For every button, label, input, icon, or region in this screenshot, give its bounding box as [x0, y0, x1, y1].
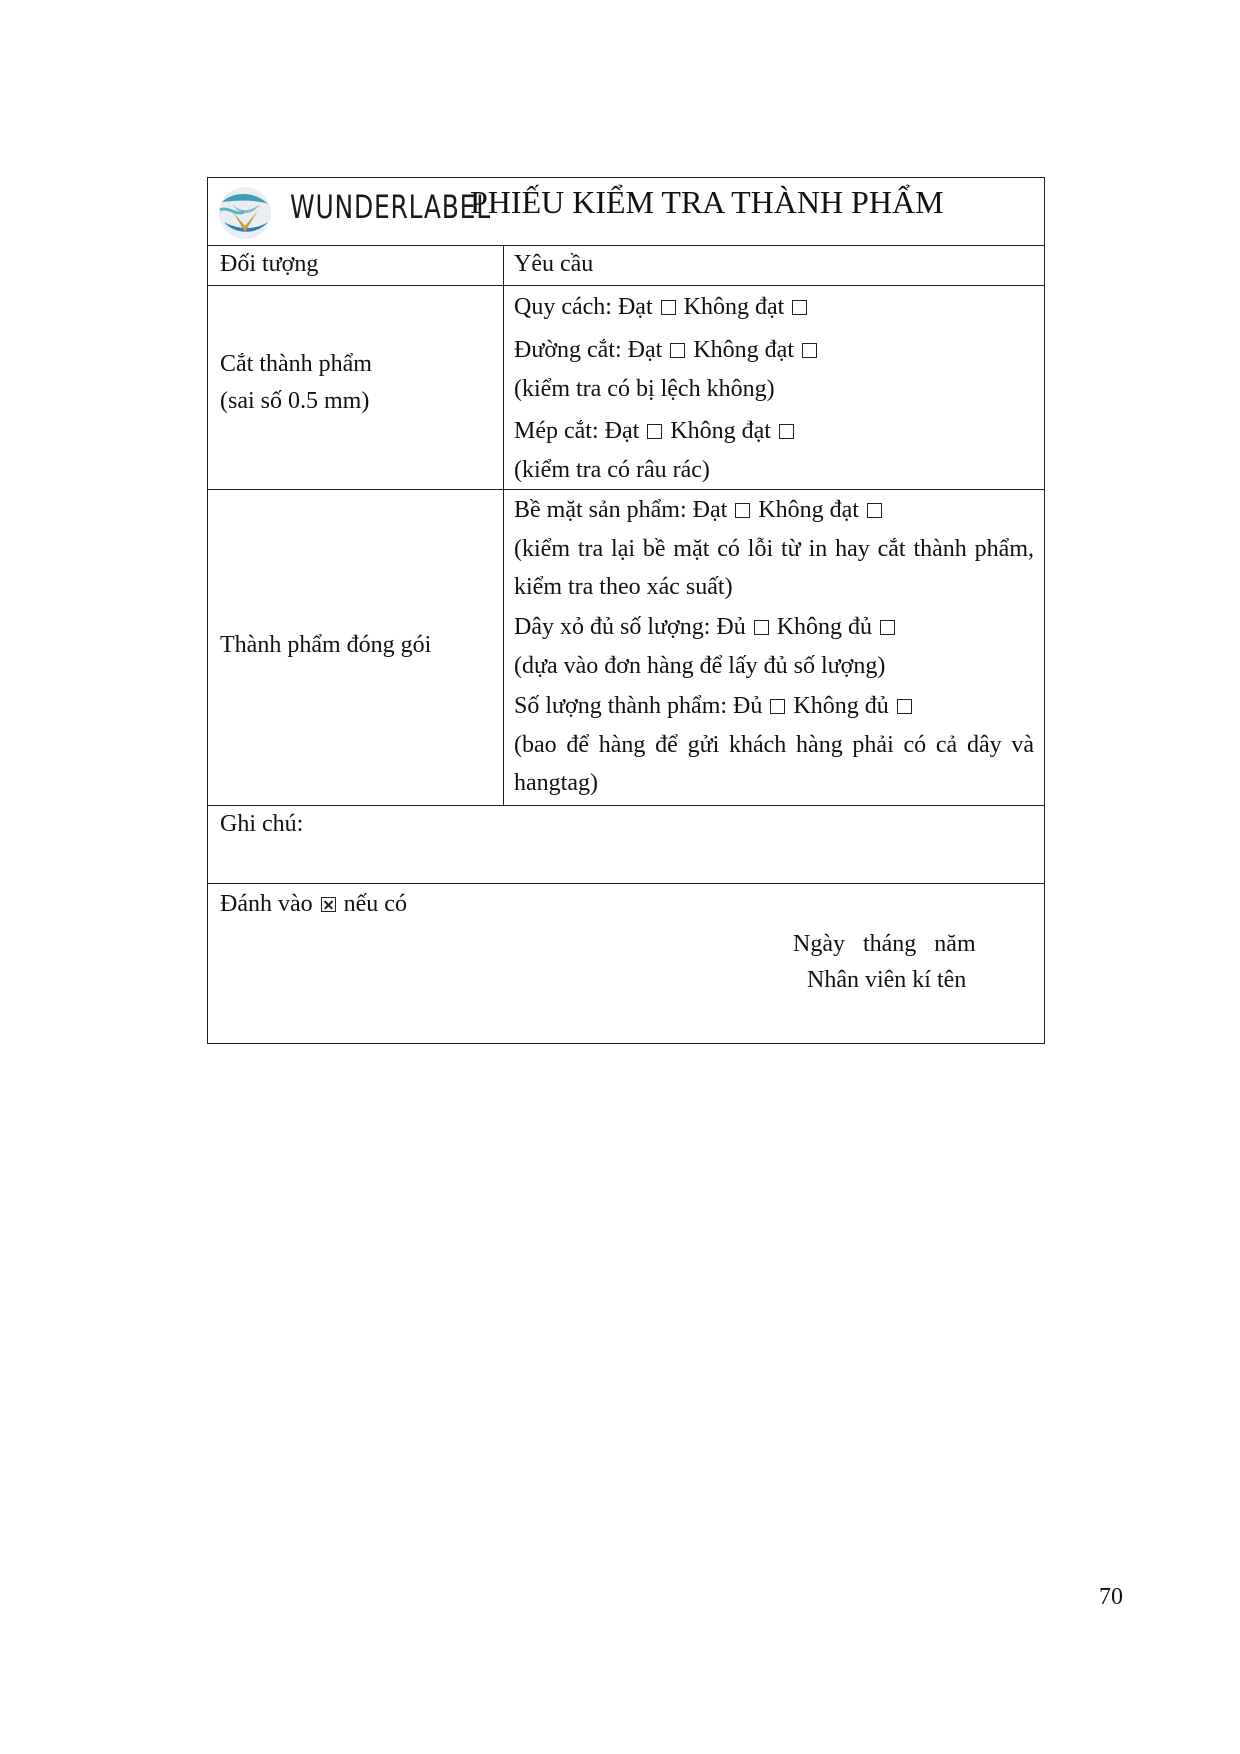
logo-wordmark: WUNDERLABEL: [290, 188, 491, 226]
checkbox-sufficient[interactable]: [754, 620, 769, 635]
column-header-row: [208, 246, 1044, 286]
object-tolerance: (sai số 0.5 mm): [220, 388, 370, 414]
notes-label: Ghi chú:: [220, 811, 304, 837]
column-header-requirement: Yêu cầu: [514, 251, 594, 277]
date-line: Ngày tháng năm: [793, 931, 976, 957]
requirement-item: Dây xỏ đủ số lượng: Đủ Không đủ: [514, 608, 1034, 647]
checkbox-pass[interactable]: [661, 300, 676, 315]
requirement-cell: [514, 491, 1034, 802]
form-header: [208, 178, 1044, 246]
table-row-cutting: [208, 286, 1044, 490]
checkbox-pass[interactable]: [735, 503, 750, 518]
checkbox-sufficient[interactable]: [770, 699, 785, 714]
checkbox-fail[interactable]: [867, 503, 882, 518]
requirement-note: (kiểm tra lại bề mặt có lỗi từ in hay cắt thành phẩm, kiểm tra theo xác suất): [514, 536, 1034, 600]
mark-instruction: Đánh vào nếu có: [220, 891, 407, 917]
requirement-note: (kiểm tra có râu rác): [514, 457, 710, 483]
signature-row: [208, 884, 1044, 1042]
globe-logo-icon: [214, 182, 276, 244]
requirement-item: Bề mặt sản phẩm: Đạt Không đạt: [514, 491, 1034, 530]
column-header-object: Đối tượng: [220, 251, 319, 277]
table-row-packaging: [208, 490, 1044, 806]
requirement-item: Số lượng thành phẩm: Đủ Không đủ: [514, 687, 1034, 726]
notes-row[interactable]: [208, 806, 1044, 884]
checkbox-fail[interactable]: [802, 343, 817, 358]
checkbox-fail[interactable]: [779, 424, 794, 439]
wunderlabel-logo: [212, 182, 491, 244]
requirement-note: (kiểm tra có bị lệch không): [514, 376, 775, 402]
checkbox-pass[interactable]: [670, 343, 685, 358]
requirement-item: Đường cắt: Đạt Không đạt: [514, 331, 1034, 370]
checkbox-pass[interactable]: [647, 424, 662, 439]
object-cell: [220, 346, 372, 420]
column-divider: [503, 246, 504, 806]
requirement-cell: [514, 288, 1034, 489]
page-number: 70: [1099, 1584, 1123, 1610]
form-title: PHIẾU KIỂM TRA THÀNH PHẨM: [470, 184, 944, 220]
requirement-note: (dựa vào đơn hàng để lấy đủ số lượng): [514, 653, 886, 679]
checked-box-icon: [321, 897, 336, 912]
requirement-note: (bao để hàng để gửi khách hàng phải có cả dây và hangtag): [514, 732, 1034, 796]
checkbox-insufficient[interactable]: [880, 620, 895, 635]
object-name: Thành phẩm đóng gói: [220, 632, 432, 658]
object-name: Cắt thành phẩm: [220, 351, 372, 377]
inspection-form: [207, 177, 1045, 1044]
checkbox-insufficient[interactable]: [897, 699, 912, 714]
signature-label: Nhân viên kí tên: [807, 967, 967, 993]
requirement-item: Mép cắt: Đạt Không đạt: [514, 412, 1034, 451]
requirement-item: Quy cách: Đạt Không đạt: [514, 288, 1034, 327]
checkbox-fail[interactable]: [792, 300, 807, 315]
